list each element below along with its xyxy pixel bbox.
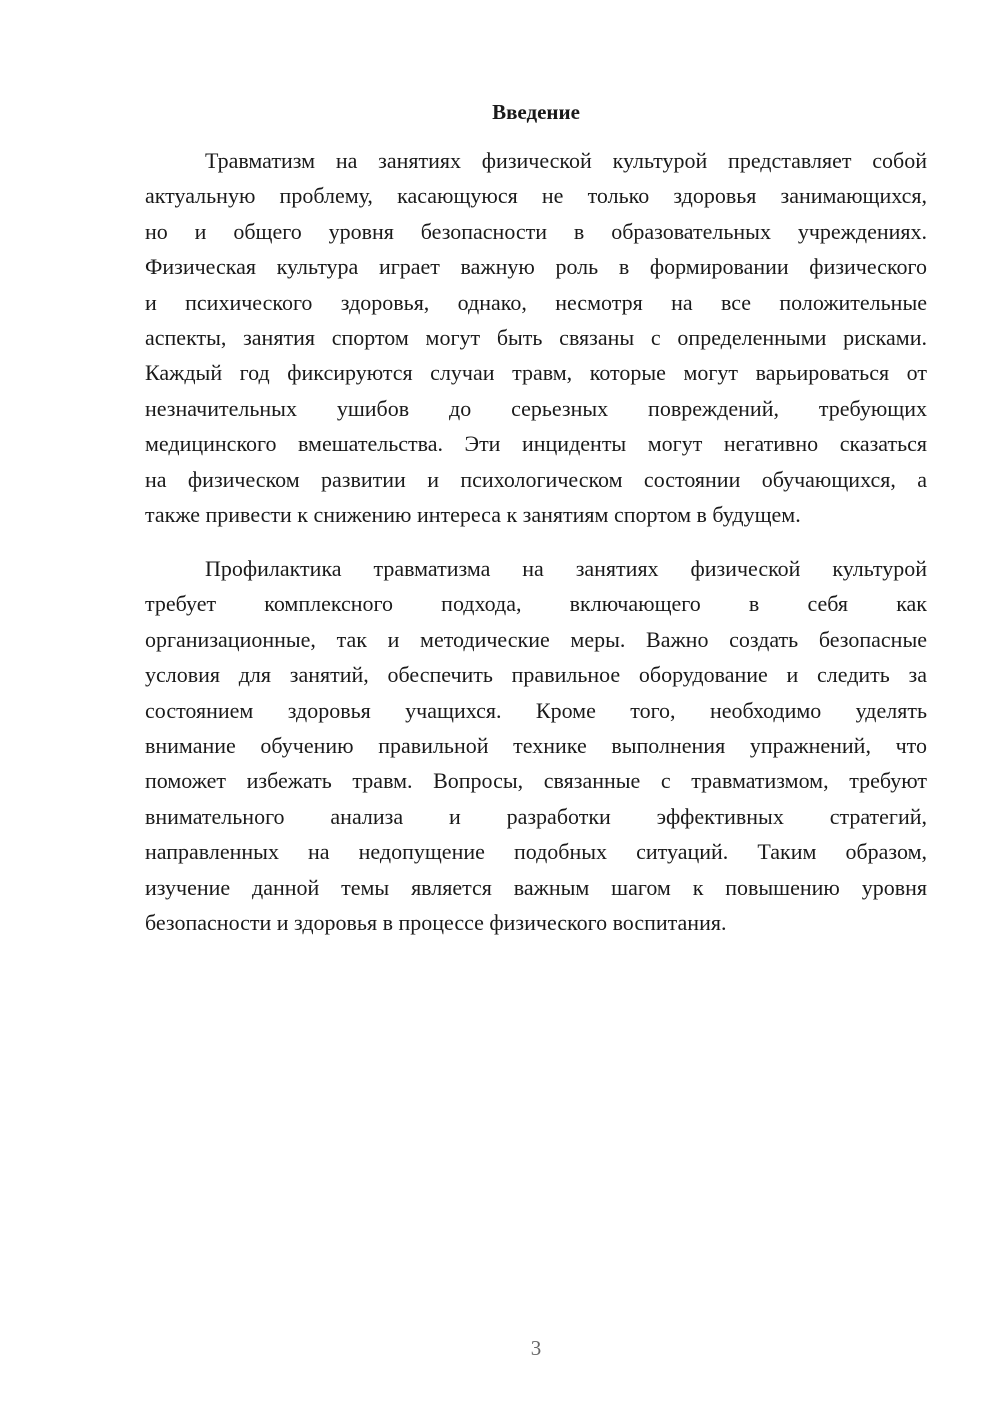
text-line: медицинского вмешательства. Эти инциденты могут негативно сказаться: [145, 431, 927, 457]
text-line: незначительных ушибов до серьезных повреждений, требующих: [145, 395, 927, 421]
paragraph-2: [145, 551, 927, 940]
text-line: организационные, так и методические меры. Важно создать безопасные: [145, 626, 927, 652]
text-line: актуальную проблему, касающуюся не только здоровья занимающихся,: [145, 183, 927, 209]
text-line: Профилактика травматизма на занятиях физической культурой: [205, 556, 927, 581]
text-line: изучение данной темы является важным шагом к повышению уровня: [145, 874, 927, 900]
text-line: поможет избежать травм. Вопросы, связанные с травматизмом, требуют: [145, 768, 927, 794]
text-line: требует комплексного подхода, включающего в себя как: [145, 591, 927, 617]
text-line: направленных на недопущение подобных ситуаций. Таким образом,: [145, 839, 927, 865]
page-number: 3: [530, 1336, 542, 1360]
text-line: условия для занятий, обеспечить правильное оборудование и следить за: [145, 662, 927, 688]
text-line: но и общего уровня безопасности в образовательных учреждениях.: [145, 218, 927, 244]
section-heading: Введение: [492, 100, 580, 124]
text-line: состоянием здоровья учащихся. Кроме того, необходимо уделять: [145, 697, 927, 723]
text-line: также привести к снижению интереса к занятиям спортом в будущем.: [145, 502, 801, 528]
text-line: Физическая культура играет важную роль в формировании физического: [145, 254, 927, 280]
text-line: Каждый год фиксируются случаи травм, которые могут варьироваться от: [145, 360, 927, 386]
text-line: на физическом развитии и психологическом состоянии обучающихся, а: [145, 466, 927, 492]
text-line: безопасности и здоровья в процессе физического воспитания.: [145, 910, 727, 936]
text-line: Травматизм на занятиях физической культурой представляет собой: [205, 148, 927, 173]
text-line: внимательного анализа и разработки эффективных стратегий,: [145, 803, 927, 829]
text-line: и психического здоровья, однако, несмотря на все положительные: [145, 289, 927, 315]
text-line: внимание обучению правильной технике выполнения упражнений, что: [145, 733, 927, 759]
text-line: аспекты, занятия спортом могут быть связаны с определенными рисками.: [145, 325, 927, 351]
paragraph-1: [145, 143, 927, 532]
